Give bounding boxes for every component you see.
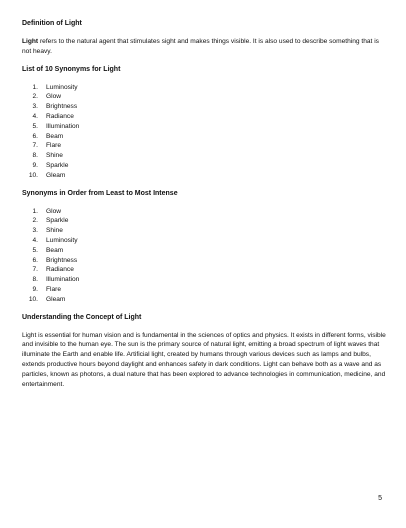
list-item-number: 7. [32,266,38,274]
list-item-text: Luminosity [46,236,78,244]
list-item [22,207,388,217]
list-item-text: Gleam [46,171,66,179]
list-item [22,275,388,285]
list-item-text: Glow [46,207,62,215]
definition-text: refers to the natural agent that stimulates sight and makes things visible. It is also used to describe something that is not heavy. [22,38,379,55]
list-item-text: Brightness [46,256,78,264]
list-item [22,92,388,102]
list-item [22,151,388,161]
list-item [22,236,388,246]
list-item [22,141,388,151]
list-item-number: 2. [32,93,38,101]
list-item-text: Sparkle [46,161,69,169]
list-item [22,226,388,236]
list-item-text: Beam [46,246,64,254]
list-item [22,265,388,275]
list-item-text: Luminosity [46,83,78,91]
list-item-number: 3. [32,227,38,235]
definition-heading: Definition of Light [22,20,82,27]
list-item-number: 8. [32,276,38,284]
list-item-number: 9. [32,285,38,293]
concept-paragraph: Light is essential for human vision and is fundamental in the sciences of optics and physics. It exists in different forms, visible and invisible to the human eye. The sun is the primary source of natural light, emitting a broad spectrum of light waves that illuminate the Earth and enable life. Artificial light, created by humans through various devices such as lamps and bulbs, extends productive hours beyond daylight and enhances safety in dark conditions. Light can behave both as a wave and as particles, known as photons, a dual nature that has been explored to advance technologies in communication, medicine, and entertainment. [22,331,386,388]
document-page [22,19,388,397]
concept-heading: Understanding the Concept of Light [22,313,142,321]
list-item-number: 6. [32,256,38,264]
list-item-text: Flare [46,142,62,150]
list-item-number: 3. [32,103,38,111]
list-item [22,216,388,226]
list-item-number: 8. [32,152,38,160]
page-number: 5 [378,495,382,502]
list-item [22,256,388,266]
synonyms-heading: List of 10 Synonyms for Light [22,65,121,73]
intensity-order-list [22,207,388,305]
list-item-number: 10. [28,295,38,303]
list-item-number: 1. [32,83,38,91]
list-item-text: Shine [46,152,63,160]
list-item-text: Glow [46,93,62,101]
synonyms-list [22,83,388,181]
list-item [22,161,388,171]
list-item [22,112,388,122]
list-item [22,132,388,142]
list-item-text: Sparkle [46,217,69,225]
list-item-number: 6. [32,132,38,140]
list-item-text: Brightness [46,103,78,111]
list-item [22,246,388,256]
list-item-text: Beam [46,132,64,140]
list-item-number: 4. [32,236,38,244]
list-item-text: Radiance [46,266,74,274]
list-item-text: Shine [46,227,63,235]
intensity-order-heading: Synonyms in Order from Least to Most Intense [22,189,178,197]
list-item-text: Illumination [46,276,80,284]
list-item-number: 9. [32,161,38,169]
list-item [22,295,388,305]
list-item-text: Gleam [46,295,66,303]
list-item-text: Radiance [46,112,74,120]
list-item-number: 1. [32,207,38,215]
list-item [22,102,388,112]
list-item-number: 5. [32,246,38,254]
list-item-number: 7. [32,142,38,150]
list-item [22,285,388,295]
list-item [22,171,388,181]
list-item-text: Flare [46,285,62,293]
list-item-number: 5. [32,122,38,130]
definition-paragraph [22,37,388,57]
definition-term: Light [22,38,39,45]
list-item-number: 10. [28,171,38,179]
list-item-number: 4. [32,112,38,120]
list-item [22,83,388,93]
list-item [22,122,388,132]
list-item-number: 2. [32,217,38,225]
list-item-text: Illumination [46,122,80,130]
